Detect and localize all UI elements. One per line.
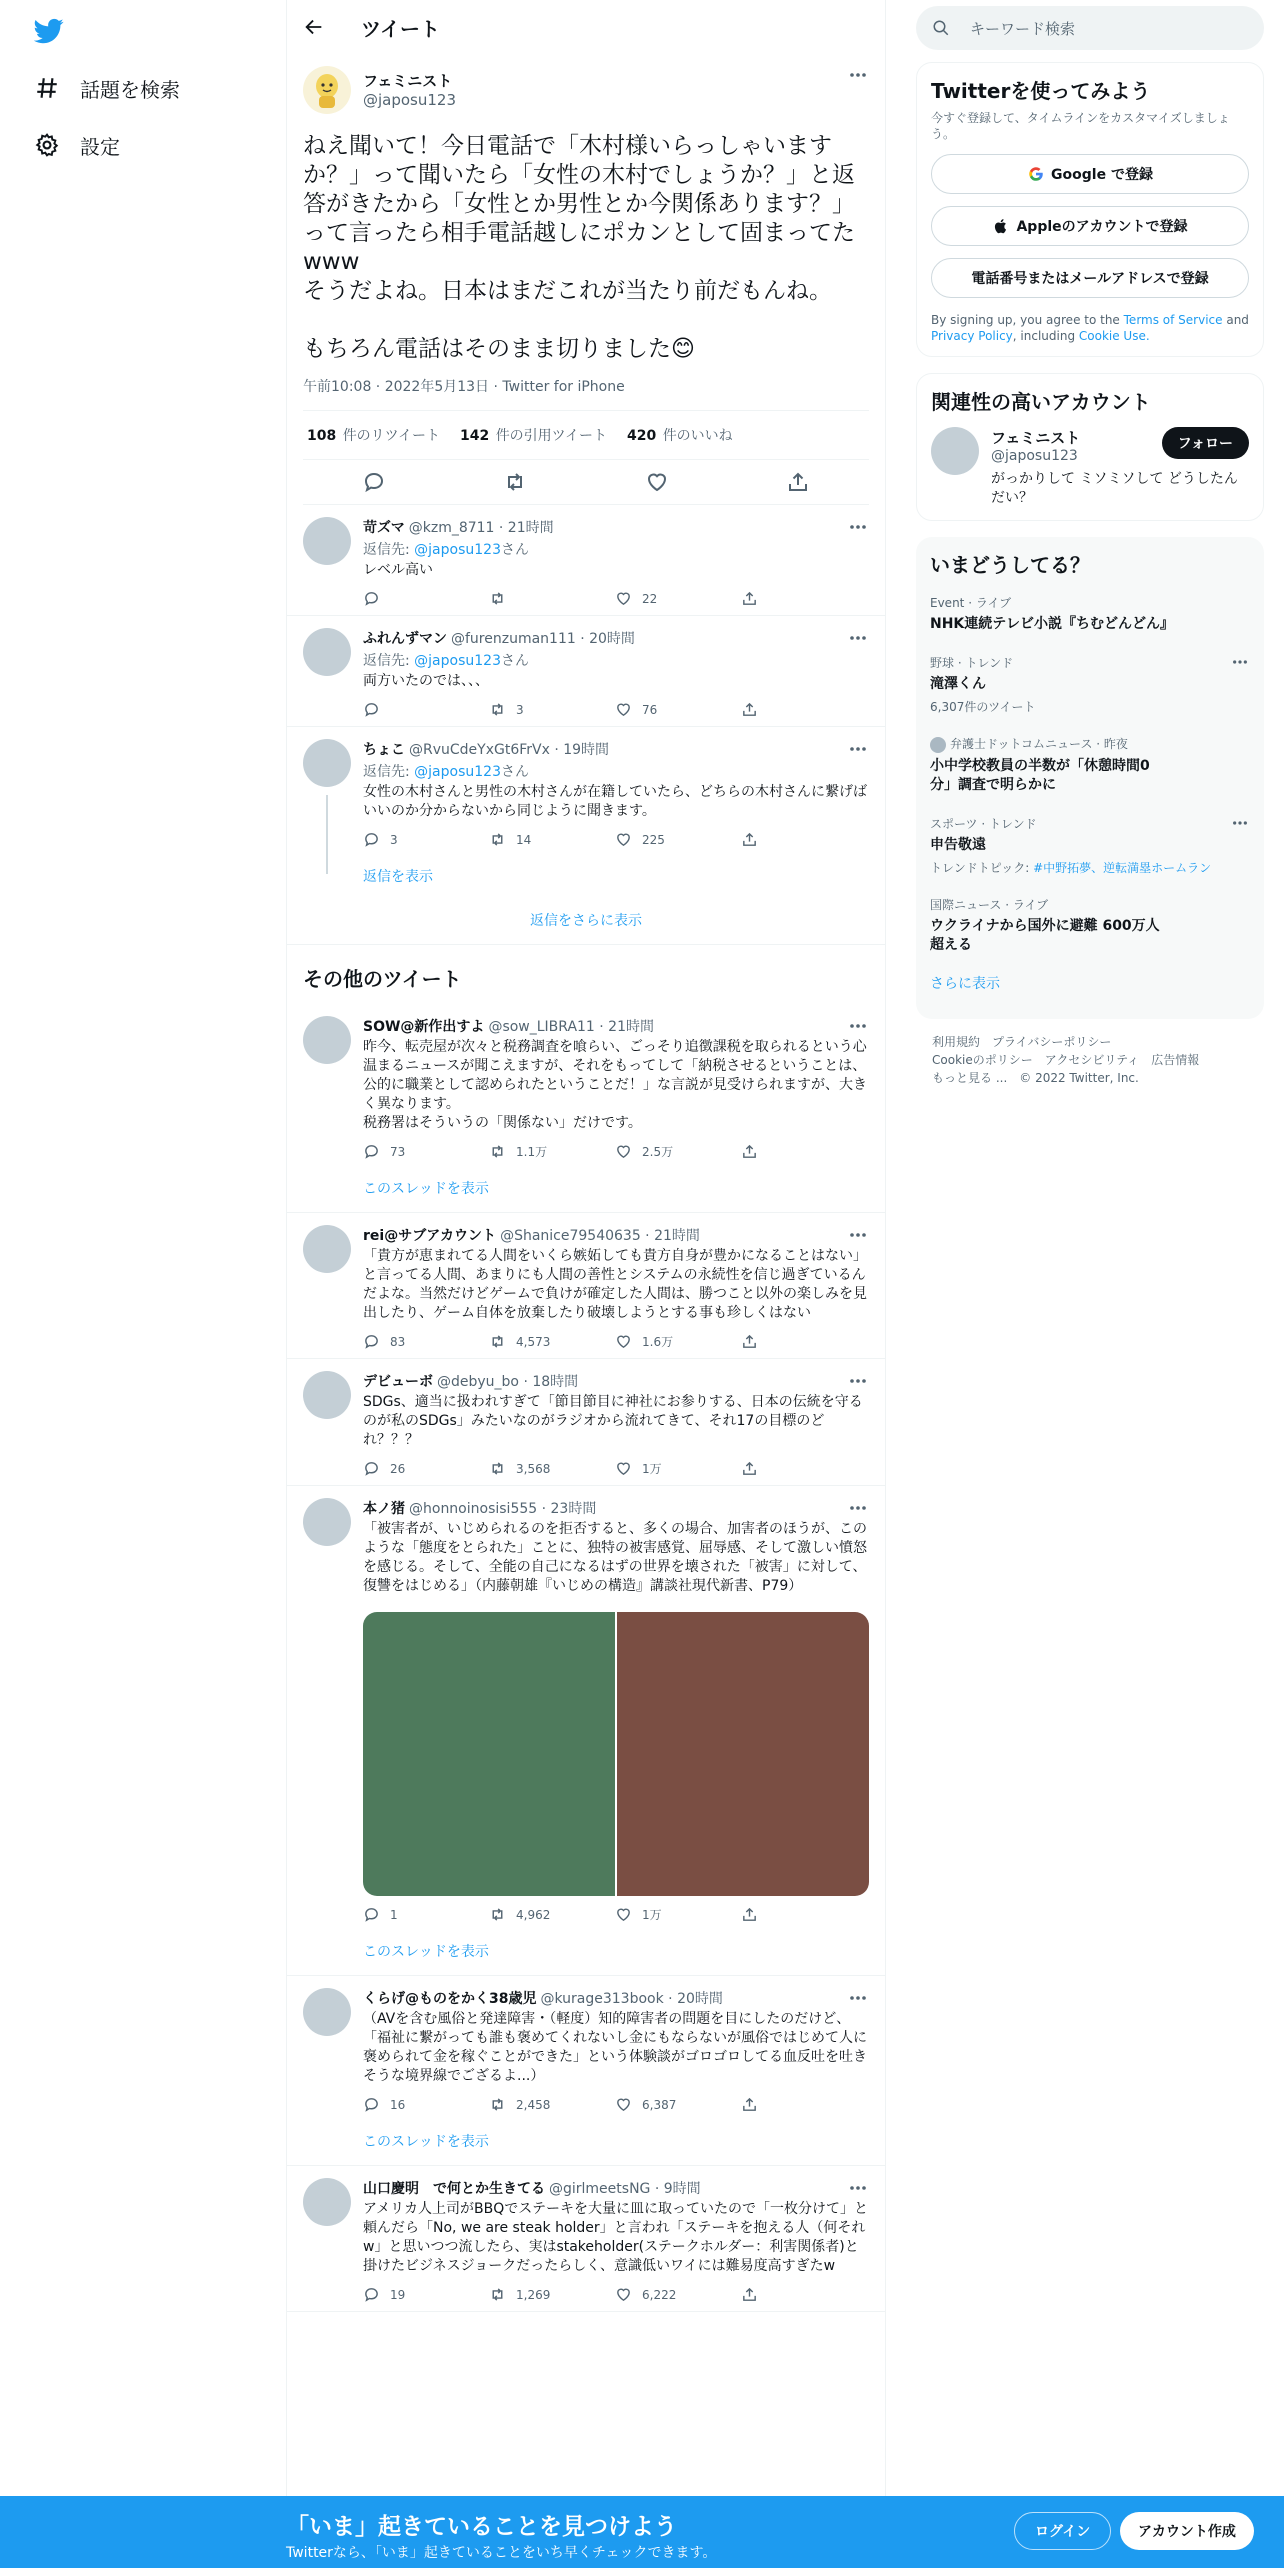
avatar[interactable] — [303, 1498, 351, 1546]
page-title: ツイート — [361, 16, 440, 41]
more-dots-icon[interactable] — [1230, 815, 1250, 831]
reply-button[interactable]: 19 — [363, 2286, 489, 2303]
cookie-link[interactable]: Cookie Use. — [1078, 329, 1150, 343]
related-accounts-card — [916, 373, 1264, 521]
reply-to-link[interactable]: @japosu123 — [414, 653, 501, 669]
share-button[interactable] — [741, 1460, 867, 1477]
more-dots-icon[interactable] — [847, 66, 869, 84]
trend-title: 滝澤くん — [930, 676, 986, 692]
reply-button[interactable]: 16 — [363, 2096, 489, 2113]
other-tweet[interactable] — [287, 1976, 885, 2166]
other-tweets-heading: その他のツイート — [303, 967, 462, 991]
tweet-actions — [363, 590, 869, 607]
like-button[interactable]: 2.5万 — [615, 1143, 741, 1160]
login-button[interactable]: ログイン — [1014, 2512, 1111, 2550]
avatar[interactable] — [303, 1225, 351, 1273]
tweet-actions — [363, 1460, 869, 1477]
reply-button[interactable] — [363, 701, 489, 718]
search-box[interactable] — [916, 6, 1264, 50]
author-handle[interactable]: @Shanice79540635 · 21時間 — [500, 1228, 700, 1244]
trend-meta: 国際ニュース · ライブ — [930, 897, 1049, 912]
reply-icon — [363, 831, 380, 848]
footer-link[interactable]: Cookieのポリシー — [932, 1052, 1033, 1067]
more-dots-icon[interactable] — [847, 1989, 869, 2007]
apple-signup-button[interactable] — [931, 206, 1249, 246]
signup-title: Twitterを使ってみよう — [931, 79, 1151, 103]
signup-legal: By signing up, you agree to the Terms of Service and Privacy Policy, including Cookie Use. — [931, 313, 1249, 343]
trends-show-more[interactable]: さらに表示 — [930, 975, 1000, 992]
footer-link[interactable]: アクセシビリティ — [1044, 1052, 1140, 1067]
like-button[interactable]: 6,387 — [615, 2096, 741, 2113]
reply-icon — [363, 1460, 380, 1477]
tweet-actions — [363, 1143, 869, 1160]
more-replies-link[interactable]: 返信をさらに表示 — [287, 900, 885, 945]
main-tweet — [287, 54, 885, 505]
retweet-button[interactable] — [489, 590, 615, 607]
trend-meta: Event · ライブ — [930, 596, 1012, 610]
retweet-icon — [489, 831, 506, 848]
author-name[interactable]: 本ノ猪 — [363, 1501, 405, 1517]
tweet-text: 昨今、転売屋が次々と税務調査を喰らい、ごっそり追徴課税を取られるという心温まるニュースが聞こえますが、それをもってして「納税させるということは、公的に職業として認められたということだ！」な言説が見受けられますが、大きく異なります。 税務署はそういうの「関係ない」だけです。 — [363, 1039, 867, 1131]
like-button[interactable]: 22 — [615, 590, 741, 607]
footer — [916, 1019, 1264, 1101]
trend-item[interactable] — [930, 725, 1250, 805]
share-icon — [741, 1333, 758, 1350]
author-handle[interactable]: @furenzuman111 · 20時間 — [451, 631, 635, 647]
other-tweet[interactable] — [287, 1004, 885, 1213]
reply-button[interactable]: 3 — [363, 831, 489, 848]
like-button[interactable]: 76 — [615, 701, 741, 718]
share-icon — [741, 701, 758, 718]
retweet-button[interactable]: 1.1万 — [489, 1143, 615, 1160]
reply-icon — [363, 2096, 380, 2113]
share-button[interactable] — [741, 2286, 867, 2303]
tweet-text: SDGs、適当に扱われすぎて「節目節目に神社にお参りする、日本の伝統を守るのが私のSDGs」みたいなのがラジオから流れてきて、それ17の目標のどれ？？？ — [363, 1394, 863, 1448]
share-button[interactable] — [741, 1333, 867, 1350]
like-count[interactable]: 420 件のいいね — [627, 428, 733, 444]
tweet-text: レベル高い — [363, 562, 433, 578]
other-tweet[interactable] — [287, 1486, 885, 1976]
other-tweet[interactable] — [287, 2166, 885, 2312]
follow-button[interactable]: フォロー — [1162, 427, 1249, 459]
share-icon[interactable] — [786, 470, 810, 494]
media-image[interactable] — [363, 1612, 615, 1896]
reply-to: 返信先: @japosu123さん — [363, 764, 529, 780]
left-nav — [0, 0, 286, 2568]
share-button[interactable] — [741, 1143, 867, 1160]
like-icon — [615, 1460, 632, 1477]
author-name[interactable]: デビューボ — [363, 1374, 433, 1390]
reply-tweet[interactable] — [287, 616, 885, 727]
retweet-icon — [489, 1143, 506, 1160]
right-sidebar — [916, 0, 1264, 1101]
share-icon — [741, 1906, 758, 1923]
related-title: 関連性の高いアカウント — [931, 390, 1151, 414]
share-icon — [741, 2096, 758, 2113]
like-button[interactable]: 225 — [615, 831, 741, 848]
reply-button[interactable]: 26 — [363, 1460, 489, 1477]
tweet-timestamp[interactable]: 午前10:08 · 2022年5月13日 · Twitter for iPhone — [303, 376, 869, 411]
terms-link[interactable]: Terms of Service — [1123, 313, 1223, 327]
retweet-icon — [489, 590, 506, 607]
show-thread-link[interactable]: このスレッドを表示 — [363, 1944, 489, 1960]
like-icon — [615, 590, 632, 607]
reply-icon — [363, 1333, 380, 1350]
signup-button[interactable]: アカウント作成 — [1120, 2512, 1254, 2550]
share-button[interactable] — [741, 2096, 867, 2113]
trend-title: NHK連続テレビ小説『ちむどんどん』 — [930, 616, 1175, 632]
like-icon — [615, 1906, 632, 1923]
share-button[interactable] — [741, 1906, 867, 1923]
tweet-actions — [363, 831, 869, 848]
privacy-link[interactable]: Privacy Policy — [931, 329, 1013, 343]
author-handle[interactable]: @girlmeetsNG · 9時間 — [549, 2181, 701, 2197]
retweet-button[interactable]: 3 — [489, 701, 615, 718]
avatar[interactable] — [303, 2178, 351, 2226]
reply-to: 返信先: @japosu123さん — [363, 653, 529, 669]
bottom-title: 「いま」起きていることを見つけよう — [286, 2514, 677, 2540]
trends-card — [916, 537, 1264, 1019]
retweet-icon[interactable] — [503, 470, 527, 494]
thread-line — [326, 795, 328, 874]
retweet-count[interactable]: 108 件のリツイート — [307, 428, 440, 444]
retweet-button[interactable]: 1,269 — [489, 2286, 615, 2303]
related-name[interactable]: フェミニスト — [991, 429, 1081, 447]
tweet-text: 「貴方が恵まれてる人間をいくら嫉妬しても貴方自身が豊かになることはない」と言ってる人間、あまりにも人間の善性とシステムの永続性を信じ過ぎているんだよな。当然だけどゲームで負けが確定した人間は、勝つこと以外の楽しみを見出したり、ゲーム自体を放棄したり破壊しようとする事も珍しくはない — [363, 1248, 867, 1321]
retweet-icon — [489, 1460, 506, 1477]
reply-icon — [363, 1143, 380, 1160]
reply-to-link[interactable]: @japosu123 — [414, 764, 501, 780]
retweet-button[interactable]: 2,458 — [489, 2096, 615, 2113]
footer-link[interactable]: 広告情報 — [1151, 1052, 1200, 1067]
like-icon — [615, 1143, 632, 1160]
like-button[interactable]: 1万 — [615, 1906, 741, 1923]
retweet-button[interactable]: 3,568 — [489, 1460, 615, 1477]
retweet-icon — [489, 1333, 506, 1350]
like-button[interactable]: 1万 — [615, 1460, 741, 1477]
search-input[interactable]: キーワード検索 — [970, 19, 1076, 38]
back-arrow-icon[interactable] — [303, 16, 325, 38]
trend-title: ウクライナから国外に避難 600万人超える — [930, 917, 1160, 953]
more-dots-icon[interactable] — [847, 1372, 869, 1390]
source-avatar — [930, 737, 946, 753]
avatar[interactable] — [303, 66, 351, 114]
tweet-stats — [303, 411, 869, 460]
more-dots-icon[interactable] — [847, 1226, 869, 1244]
trend-item[interactable] — [930, 584, 1250, 644]
retweet-icon — [489, 701, 506, 718]
copyright: © 2022 Twitter, Inc. — [1019, 1070, 1139, 1085]
reply-icon — [363, 590, 380, 607]
author-handle[interactable]: @RvuCdeYxGt6FrVx · 19時間 — [409, 742, 610, 758]
trend-meta: 弁護士ドットコムニュース · 昨夜 — [930, 735, 1250, 753]
author-handle[interactable]: @honnoinosisi555 · 23時間 — [409, 1501, 597, 1517]
reply-tweet[interactable] — [287, 727, 885, 900]
avatar[interactable] — [303, 628, 351, 676]
phone-signup-button[interactable]: 電話番号またはメールアドレスで登録 — [931, 258, 1249, 298]
reply-button[interactable]: 73 — [363, 1143, 489, 1160]
reply-button[interactable]: 83 — [363, 1333, 489, 1350]
apple-signup-label: Appleのアカウントで登録 — [1016, 219, 1188, 235]
trend-meta: 野球 · トレンド — [930, 656, 1014, 670]
author-handle[interactable]: @kzm_8711 · 21時間 — [408, 520, 554, 536]
author-handle[interactable]: @debyu_bo · 18時間 — [437, 1374, 579, 1390]
author-name[interactable]: くらげ@ものをかく38歳児 — [363, 1991, 537, 2007]
like-icon — [615, 701, 632, 718]
more-dots-icon[interactable] — [847, 1499, 869, 1517]
footer-link[interactable]: 利用規約 — [932, 1034, 981, 1049]
like-button[interactable]: 6,222 — [615, 2286, 741, 2303]
share-icon — [741, 1143, 758, 1160]
author-name[interactable]: SOW@新作出すよ — [363, 1019, 485, 1035]
reply-tweet[interactable] — [287, 505, 885, 616]
tweet-actions — [363, 1906, 869, 1923]
trend-meta: スポーツ · トレンド — [930, 816, 1037, 831]
retweet-button[interactable]: 4,573 — [489, 1333, 615, 1350]
more-dots-icon[interactable] — [847, 2179, 869, 2197]
tweet-text: 両方いたのでは、、、 — [363, 673, 489, 689]
retweet-icon — [489, 2096, 506, 2113]
author-name[interactable]: ふれんずマン — [363, 631, 447, 647]
avatar[interactable] — [303, 1371, 351, 1419]
author-name[interactable]: 苛ズマ — [363, 520, 405, 536]
other-tweets-list — [287, 1004, 885, 2312]
main-column — [286, 0, 886, 2568]
like-icon — [615, 831, 632, 848]
retweet-icon — [489, 1906, 506, 1923]
author-name[interactable]: ちょこ — [363, 742, 405, 758]
footer-link[interactable]: プライバシーポリシー — [992, 1034, 1112, 1049]
trend-item[interactable] — [930, 805, 1250, 886]
retweet-icon — [489, 2286, 506, 2303]
like-icon — [615, 2286, 632, 2303]
tweet-actions — [363, 2096, 869, 2113]
avatar[interactable] — [303, 1016, 351, 1064]
hashtag-icon — [34, 75, 60, 101]
trend-item[interactable] — [930, 886, 1250, 965]
nav-explore-label: 話題を検索 — [80, 77, 180, 102]
tweet-actions — [363, 2286, 869, 2303]
like-button[interactable]: 1.6万 — [615, 1333, 741, 1350]
replies-list — [287, 505, 885, 945]
author-handle[interactable]: @kurage313book · 20時間 — [540, 1991, 723, 2007]
signup-subtitle: 今すぐ登録して、タイムラインをカスタマイズしましょう。 — [931, 111, 1230, 141]
tweet-actions — [363, 1333, 869, 1350]
tweet-text: 「被害者が、いじめられるのを拒否すると、多くの場合、加害者のほうが、このような「態度をとられた」ことに、独特の被害感覚、屈辱感、そして激しい憤怒を感じる。そして、全能の自己になるはずの世界を壊された「被害」に対して、復讐をはじめる」（内藤朝雄『いじめの構造』講談社現代新書、P79） — [363, 1521, 867, 1594]
google-icon — [1027, 165, 1045, 183]
top-bar — [287, 0, 885, 54]
twitter-logo-icon[interactable] — [34, 16, 64, 46]
google-signup-button[interactable] — [931, 154, 1249, 194]
related-account[interactable] — [931, 427, 1249, 508]
tweet-actions — [303, 460, 869, 505]
share-button[interactable] — [741, 590, 867, 607]
signup-card — [916, 62, 1264, 357]
more-dots-icon[interactable] — [847, 740, 869, 758]
trend-topic-links[interactable]: #中野拓夢、逆転満塁ホームラン — [1033, 860, 1212, 875]
reply-to: 返信先: @japosu123さん — [363, 542, 529, 558]
bottom-signup-bar — [0, 2496, 1284, 2568]
reply-icon — [363, 1906, 380, 1923]
reply-button[interactable]: 1 — [363, 1906, 489, 1923]
other-tweet[interactable] — [287, 1213, 885, 1359]
trend-title: 小中学校教員の半数が「休憩時間0分」調査で明らかに — [930, 757, 1150, 793]
author-handle[interactable]: @sow_LIBRA11 · 21時間 — [488, 1019, 654, 1035]
retweet-button[interactable]: 14 — [489, 831, 615, 848]
more-dots-icon[interactable] — [847, 629, 869, 647]
tweet-text: アメリカ人上司がBBQでステーキを大量に皿に取っていたので「一枚分けて」と頼んだら「No, we are steak holder」と言われ「ステーキを抱える人（何それw」と思いつつ流したら、実はstakeholder(ステークホルダー：利害関係者)と掛けたビジネスジョークだったらしく、意識低いワイには難易度高すぎたw — [363, 2201, 868, 2274]
show-thread-link[interactable]: このスレッドを表示 — [363, 2134, 489, 2150]
author-name[interactable]: フェミニスト — [363, 72, 453, 90]
share-icon — [741, 831, 758, 848]
trends-title: いまどうしてる？ — [930, 553, 1090, 577]
trend-count: トレンドトピック: #中野拓夢、逆転満塁ホームラン — [930, 860, 1212, 875]
footer-more[interactable]: もっと見る ... — [932, 1070, 1008, 1085]
more-dots-icon[interactable] — [1230, 654, 1250, 670]
retweet-button[interactable]: 4,962 — [489, 1906, 615, 1923]
like-icon — [615, 1333, 632, 1350]
author-name[interactable]: rei@サブアカウント — [363, 1228, 497, 1244]
reply-icon — [363, 701, 380, 718]
nav-settings[interactable] — [34, 125, 120, 165]
quote-count[interactable]: 142 件の引用ツイート — [460, 428, 607, 444]
apple-icon — [992, 217, 1010, 235]
tweet-actions — [363, 701, 869, 718]
author-name[interactable]: 山口慶明 で何とか生きてる — [363, 2181, 545, 2197]
related-bio: がっかりして ミソミソして どうしたんだい？ — [991, 471, 1238, 506]
share-button[interactable] — [741, 831, 867, 848]
bottom-subtitle: Twitterなら、「いま」起きていることをいち早くチェックできます。 — [286, 2545, 717, 2561]
tweet-text: 女性の木村さんと男性の木村さんが在籍していたら、どちらの木村さんに繋げばいいのか分からないから同じように聞きます。 — [363, 784, 867, 819]
tweet-media[interactable] — [363, 1612, 869, 1896]
trend-count: 6,307件のツイート — [930, 700, 1036, 714]
reply-icon[interactable] — [362, 470, 386, 494]
character-avatar-icon — [310, 70, 344, 110]
tweet-text: （AVを含む風俗と発達障害・（軽度）知的障害者の問題を目にしたのだけど、「福祉に繋がっても誰も褒めてくれないし金にもならないが風俗ではじめて人に褒められて金を稼ぐことができた」という体験談がゴロゴロしてる血反吐を吐きそうな境界線でござるよ...） — [363, 2011, 867, 2084]
show-thread-link[interactable]: このスレッドを表示 — [363, 1181, 489, 1197]
show-replies-link[interactable]: 返信を表示 — [363, 869, 433, 885]
avatar[interactable] — [931, 427, 979, 475]
share-button[interactable] — [741, 701, 867, 718]
tweet-text: ねえ聞いて！今日電話で「木村様いらっしゃいますか？」って聞いたら「女性の木村でしょうか？」と返答がきたから「女性とか男性とか今関係あります？」って言ったら相手電話越しにポカンとして固まってたwww そうだよね。日本はまだこれが当たり前だもんね。 もちろん電話はそのまま切りました😊 — [303, 133, 855, 362]
gear-icon — [34, 132, 60, 158]
search-icon — [932, 19, 950, 37]
other-tweet[interactable] — [287, 1359, 885, 1486]
share-icon — [741, 1460, 758, 1477]
share-icon — [741, 590, 758, 607]
more-dots-icon[interactable] — [847, 1017, 869, 1035]
avatar[interactable] — [303, 739, 351, 787]
share-icon — [741, 2286, 758, 2303]
reply-icon — [363, 2286, 380, 2303]
media-image[interactable] — [617, 1612, 869, 1896]
avatar[interactable] — [303, 517, 351, 565]
more-dots-icon[interactable] — [847, 518, 869, 536]
avatar[interactable] — [303, 1988, 351, 2036]
like-icon[interactable] — [645, 470, 669, 494]
trend-item[interactable] — [930, 644, 1250, 725]
like-icon — [615, 2096, 632, 2113]
reply-to-link[interactable]: @japosu123 — [414, 542, 501, 558]
nav-settings-label: 設定 — [80, 134, 120, 159]
google-signup-label: Google で登録 — [1051, 167, 1153, 183]
related-handle[interactable]: @japosu123 — [991, 448, 1078, 464]
nav-explore[interactable] — [34, 68, 180, 108]
reply-button[interactable] — [363, 590, 489, 607]
trend-title: 申告敬遠 — [930, 836, 986, 853]
author-handle[interactable]: @japosu123 — [363, 91, 457, 109]
